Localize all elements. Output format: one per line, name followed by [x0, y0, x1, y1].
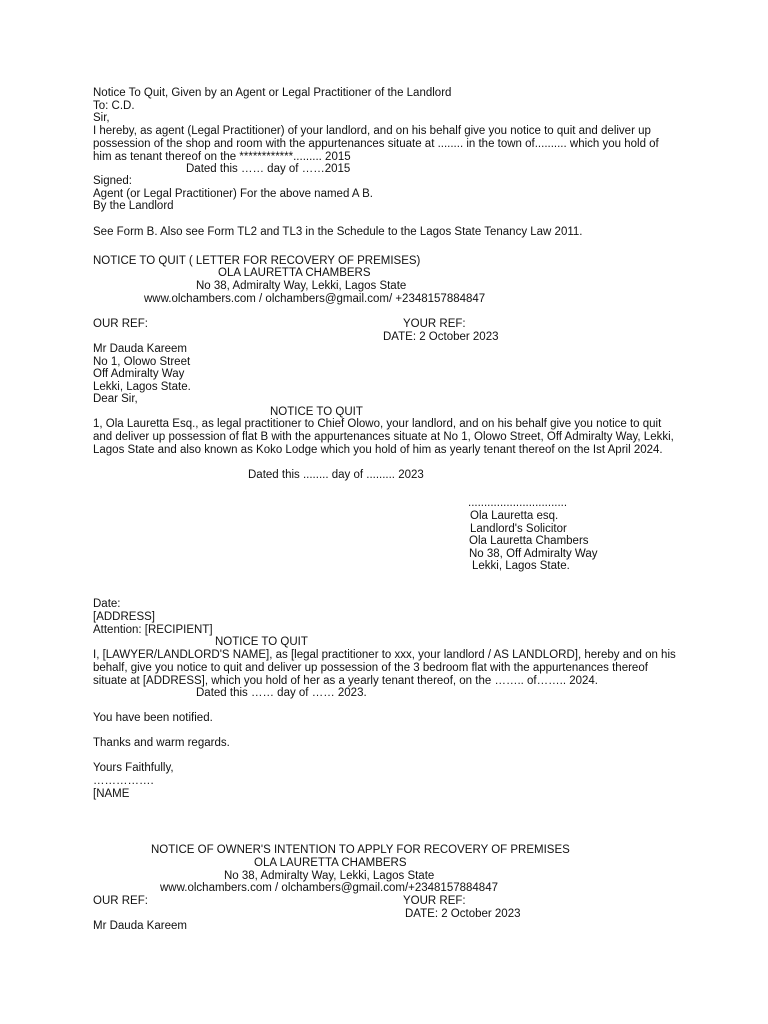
letter-four-contact: www.olchambers.com / olchambers@gmail.com/+2348157884847 — [160, 882, 498, 894]
letter-four-heading: NOTICE OF OWNER'S INTENTION TO APPLY FOR RECOVERY OF PREMISES — [151, 844, 570, 856]
form-one-to: To: C.D. — [93, 100, 135, 112]
template-three-body: I, [LAWYER/LANDLORD'S NAME], as [legal practitioner to xxx, your landlord / AS LANDLORD], hereby and on his behalf, give you notice to quit and deliver up possession of the 3 bedroom flat with the appurtenances thereof situate at [ADDRESS], which you hold of her as a yearly tenant thereof, on the …….. of…….. 2024. — [93, 649, 676, 687]
letter-two-recipient-city: Lekki, Lagos State. — [93, 381, 191, 393]
letter-two-signatory-city: Lekki, Lagos State. — [472, 560, 570, 572]
template-three-address: [ADDRESS] — [93, 611, 155, 623]
letter-two-recipient-way: Off Admiralty Way — [93, 368, 185, 380]
letter-two-salutation: Dear Sir, — [93, 393, 138, 405]
letter-four-recipient: Mr Dauda Kareem — [93, 920, 187, 932]
template-three-attention: Attention: [RECIPIENT] — [93, 624, 213, 636]
template-three-dated: Dated this …… day of …… 2023. — [196, 687, 367, 699]
letter-two-signatory-role: Landlord's Solicitor — [470, 523, 567, 535]
letter-four-firm: OLA LAURETTA CHAMBERS — [254, 857, 407, 869]
letter-two-subject: NOTICE TO QUIT — [270, 406, 363, 418]
letter-two-contact: www.olchambers.com / olchambers@gmail.com/ +2348157884847 — [144, 293, 486, 305]
form-one-body: I hereby, as agent (Legal Practitioner) of your landlord, and on his behalf give you notice to quit and deliver up possession of the shop and room with the appurtenances situate at ........ in the town of.......... which you hold of him as tenant thereof on the ************......... 2015 — [93, 125, 659, 163]
letter-four-our-ref: OUR REF: — [93, 895, 148, 907]
form-one-by-landlord: By the Landlord — [93, 200, 174, 212]
letter-four-your-ref: YOUR REF: — [403, 895, 466, 907]
letter-two-body: 1, Ola Lauretta Esq., as legal practitioner to Chief Olowo, your landlord, and on his behalf give you notice to quit and deliver up possession of flat B with the appurtenances situate at No 1, Olowo Street, Off Admiralty Way, Lekki, Lagos State and also known as Koko Lodge which you hold of him as yearly tenant thereof on the Ist April 2024. — [93, 418, 674, 456]
letter-two-our-ref: OUR REF: — [93, 318, 148, 330]
letter-two-heading: NOTICE TO QUIT ( LETTER FOR RECOVERY OF PREMISES) — [93, 255, 421, 267]
letter-two-signatory-firm: Ola Lauretta Chambers — [469, 535, 589, 547]
form-one-dated: Dated this …… day of ……2015 — [186, 163, 351, 175]
form-one-salutation: Sir, — [93, 112, 110, 124]
letter-two-recipient-street: No 1, Olowo Street — [93, 356, 191, 368]
letter-four-date: DATE: 2 October 2023 — [405, 908, 521, 920]
form-one-signed: Signed: — [93, 175, 133, 187]
template-three-notified: You have been notified. — [93, 712, 213, 724]
letter-four-address: No 38, Admiralty Way, Lekki, Lagos State — [224, 870, 435, 882]
letter-two-signature-dots: ............................... — [468, 497, 568, 509]
letter-two-signatory-name: Ola Lauretta esq. — [470, 510, 559, 522]
letter-two-your-ref: YOUR REF: — [403, 318, 466, 330]
letter-two-signatory-address: No 38, Off Admiralty Way — [469, 548, 598, 560]
form-one-agent: Agent (or Legal Practitioner) For the above named A B. — [93, 188, 373, 200]
template-three-date: Date: — [93, 598, 121, 610]
letter-two-recipient-name: Mr Dauda Kareem — [93, 343, 187, 355]
template-three-thanks: Thanks and warm regards. — [93, 737, 230, 749]
template-three-closing: Yours Faithfully, — [93, 762, 174, 774]
template-three-name: [NAME — [93, 788, 130, 800]
template-three-subject: NOTICE TO QUIT — [215, 636, 308, 648]
template-three-dots: ……………. — [93, 775, 154, 787]
form-one-title: Notice To Quit, Given by an Agent or Legal Practitioner of the Landlord — [93, 87, 452, 99]
letter-two-date: DATE: 2 October 2023 — [383, 331, 499, 343]
letter-two-dated: Dated this ........ day of ......... 2023 — [248, 469, 424, 481]
letter-two-address: No 38, Admiralty Way, Lekki, Lagos State — [196, 280, 407, 292]
form-one-see-form: See Form B. Also see Form TL2 and TL3 in the Schedule to the Lagos State Tenancy Law 2011. — [93, 226, 583, 238]
letter-two-firm: OLA LAURETTA CHAMBERS — [218, 267, 371, 279]
